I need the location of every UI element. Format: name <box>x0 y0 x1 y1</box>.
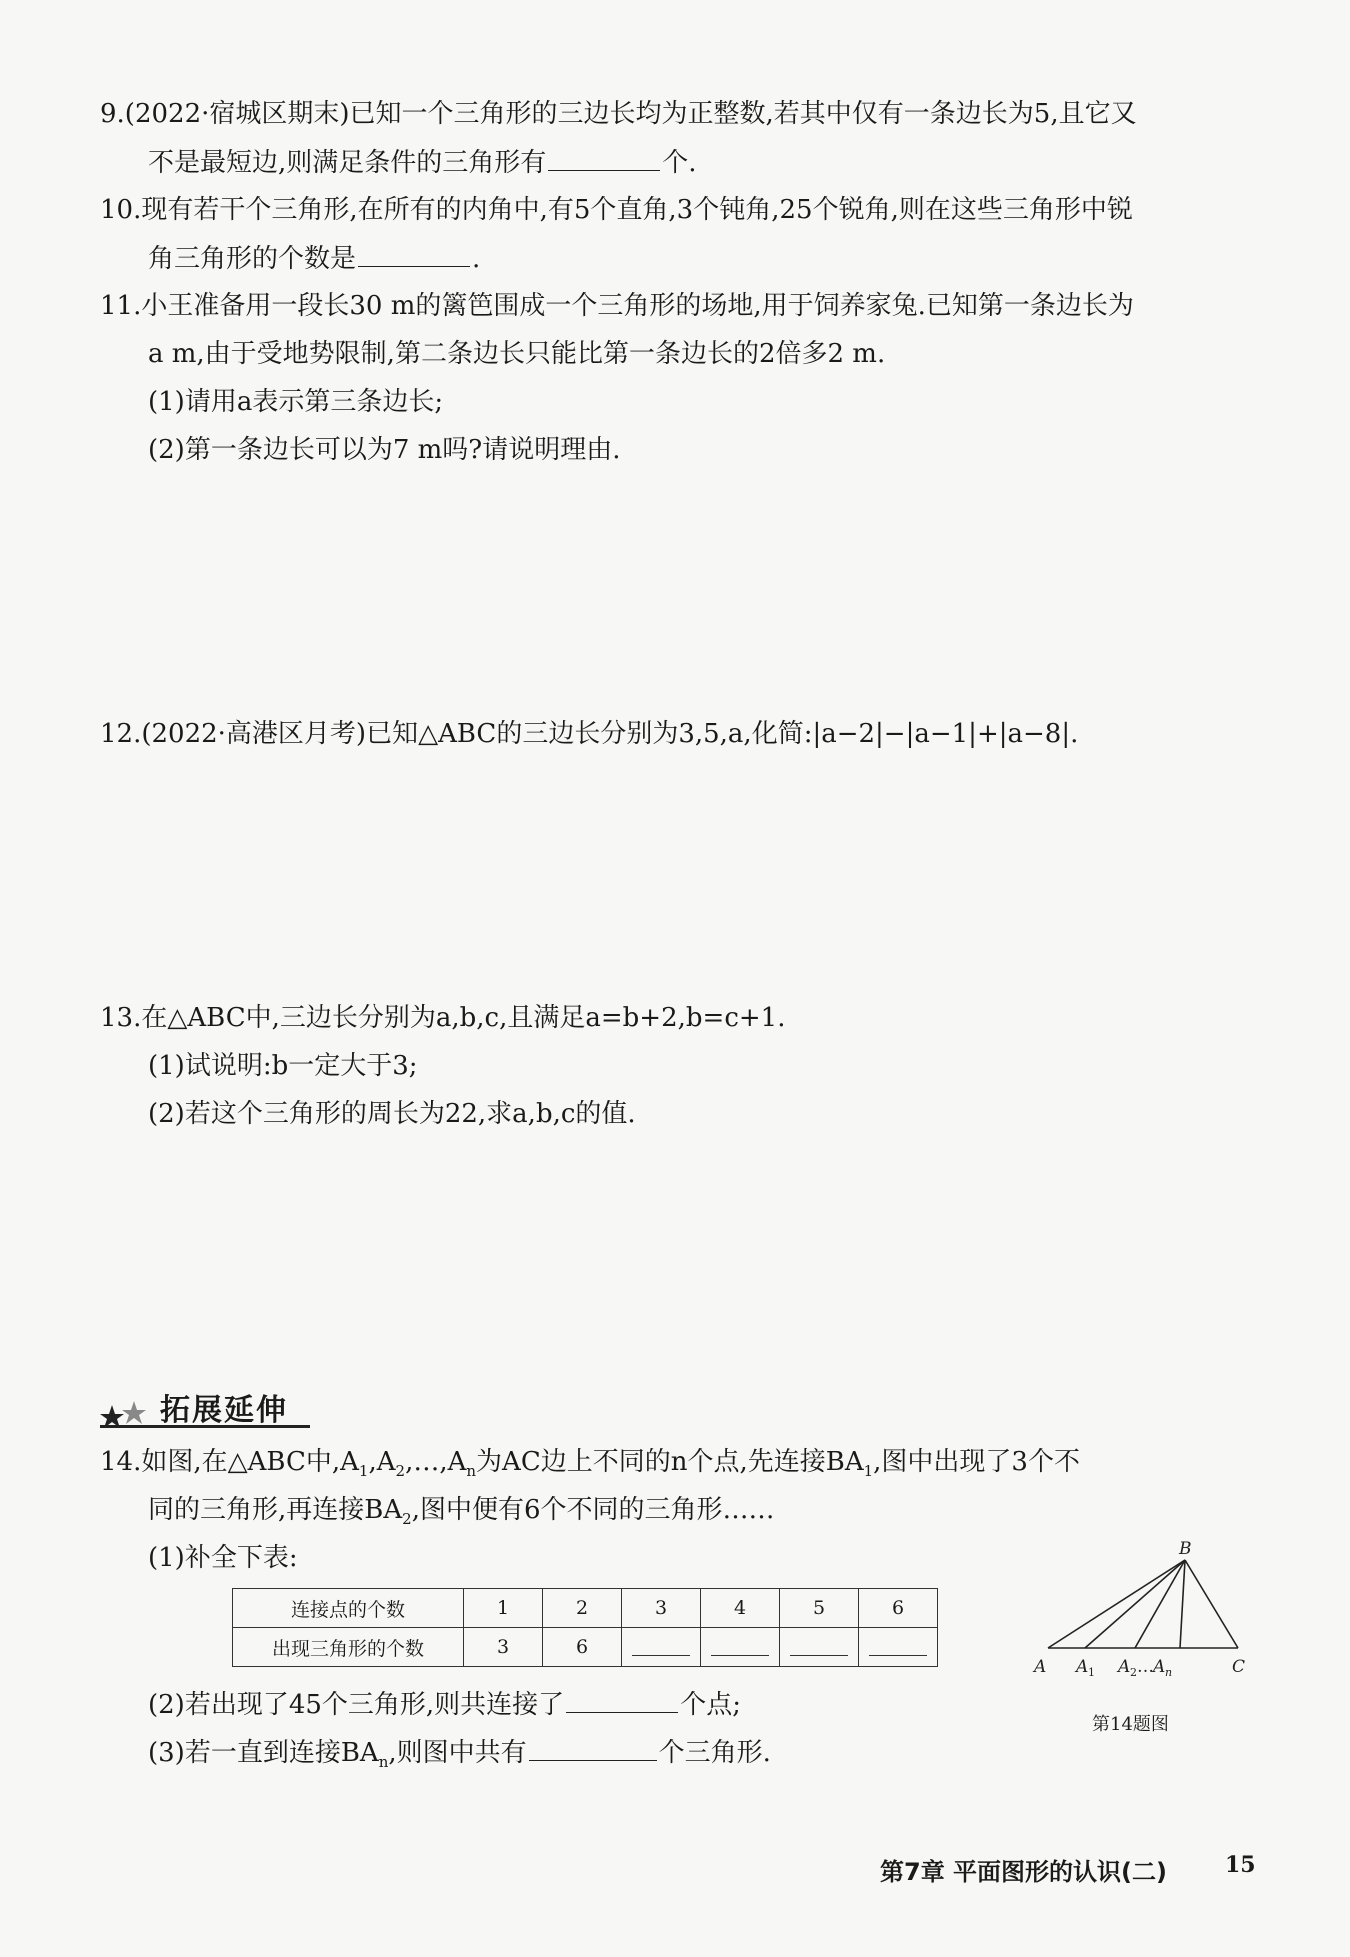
q14-l1d: 为AC边上不同的n个点,先连接BA <box>476 1447 864 1477</box>
label-A2: A <box>1118 1657 1131 1677</box>
q14-sub3-text: (3)若一直到连接BA <box>148 1738 379 1768</box>
q9-line2 <box>148 144 697 181</box>
q10-answer-blank[interactable] <box>358 240 470 267</box>
q14-l2-sub2: 2 <box>402 1510 412 1529</box>
q11-sub1: (1)请用a表示第三条边长; <box>148 387 444 417</box>
q14-l2b: ,图中便有6个不同的三角形…… <box>411 1495 775 1525</box>
table-cell: 5 <box>780 1589 859 1628</box>
q10-line1: 10.现有若干个三角形,在所有的内角中,有5个直角,3个钝角,25个锐角,则在这些三角形中锐 <box>100 195 1133 225</box>
label-C: C <box>1232 1657 1246 1677</box>
table-cell: 6 <box>859 1589 938 1628</box>
blank-line <box>790 1633 848 1656</box>
figure-caption: 第14题图 <box>1092 1714 1169 1735</box>
q9-line1: 9.(2022·宿城区期末)已知一个三角形的三边长均为正整数,若其中仅有一条边长为5,且它又 <box>100 99 1137 129</box>
q14-l1b: ,A <box>368 1447 396 1477</box>
table-cell: 3 <box>464 1628 543 1667</box>
table-row1-header: 连接点的个数 <box>233 1589 464 1628</box>
table-blank-cell[interactable] <box>622 1628 701 1667</box>
q9-line2-text: 不是最短边,则满足条件的三角形有 <box>148 148 547 178</box>
q14-sub2 <box>148 1686 741 1723</box>
page-number: 15 <box>1225 1852 1256 1878</box>
fill-table <box>232 1588 938 1667</box>
q14-sub3-end: 个三角形. <box>658 1738 771 1768</box>
section-title: 拓展延伸 <box>160 1393 288 1428</box>
q12-line1: 12.(2022·高港区月考)已知△ABC的三边长分别为3,5,a,化简:|a−2|−|a−1|+|a−8|. <box>100 719 1079 749</box>
q14-l1c: ,…,A <box>405 1447 467 1477</box>
q14-line2 <box>148 1492 775 1537</box>
q14-sub3 <box>148 1734 771 1780</box>
label-A: A <box>1034 1657 1047 1677</box>
table-cell: 6 <box>543 1628 622 1667</box>
chapter-footer: 第7章 平面图形的认识(二) <box>880 1858 1167 1886</box>
label-An: A <box>1153 1657 1166 1677</box>
table-row <box>233 1589 938 1628</box>
q14-sub2-text: (2)若出现了45个三角形,则共连接了 <box>148 1690 565 1720</box>
blank-line <box>632 1633 690 1656</box>
q9-answer-blank[interactable] <box>548 144 660 171</box>
q14-sub3-subn: n <box>378 1753 389 1772</box>
q14-l1a: 14.如图,在△ABC中,A <box>100 1447 359 1477</box>
q11-line2: a m,由于受地势限制,第二条边长只能比第一条边长的2倍多2 m. <box>148 339 886 369</box>
q13-sub2: (2)若这个三角形的周长为22,求a,b,c的值. <box>148 1099 636 1129</box>
blank-line <box>869 1633 927 1656</box>
label-dots: … <box>1137 1657 1154 1677</box>
segment-BC <box>1185 1560 1238 1648</box>
segment-BAn <box>1180 1560 1185 1648</box>
q14-l1-subn: n <box>466 1462 477 1481</box>
blank-line <box>711 1633 769 1656</box>
label-B: B <box>1179 1540 1192 1559</box>
q14-sub2-end: 个点; <box>680 1690 741 1720</box>
q11-line1: 11.小王准备用一段长30 m的篱笆围成一个三角形的场地,用于饲养家兔.已知第一条边长为 <box>100 291 1134 321</box>
q14-sub3-blank[interactable] <box>529 1734 657 1761</box>
q10-line2-text: 角三角形的个数是 <box>148 244 357 274</box>
section-underline <box>100 1425 310 1428</box>
table-cell: 4 <box>701 1589 780 1628</box>
label-A2-sub: 2 <box>1130 1666 1137 1679</box>
label-A1: A <box>1076 1657 1089 1677</box>
q14-l1e: ,图中出现了3个不 <box>873 1447 1080 1477</box>
table-blank-cell[interactable] <box>859 1628 938 1667</box>
label-An-sub: n <box>1165 1666 1173 1679</box>
table-cell: 1 <box>464 1589 543 1628</box>
q11-sub2: (2)第一条边长可以为7 m吗?请说明理由. <box>148 435 621 465</box>
label-A1-sub: 1 <box>1088 1666 1095 1679</box>
q13-sub1: (1)试说明:b一定大于3; <box>148 1051 418 1081</box>
q9-line2-end: 个. <box>662 148 697 178</box>
q14-l1-sub2: 2 <box>395 1462 406 1481</box>
q14-sub2-blank[interactable] <box>566 1686 678 1713</box>
segment-BA1 <box>1085 1560 1185 1648</box>
q10-line2 <box>148 240 480 277</box>
q14-line1 <box>100 1444 1080 1489</box>
table-row2-header: 出现三角形的个数 <box>233 1628 464 1667</box>
q14-l2a: 同的三角形,再连接BA <box>148 1495 403 1525</box>
segment-AB <box>1048 1560 1185 1648</box>
table-row <box>233 1628 938 1667</box>
q13-line1: 13.在△ABC中,三边长分别为a,b,c,且满足a=b+2,b=c+1. <box>100 1003 786 1033</box>
q14-sub3-mid: ,则图中共有 <box>388 1738 527 1768</box>
table-blank-cell[interactable] <box>701 1628 780 1667</box>
triangle-figure <box>1030 1540 1260 1690</box>
table-cell: 3 <box>622 1589 701 1628</box>
q14-l1-sub1b: 1 <box>863 1462 874 1481</box>
q14-l1-sub1: 1 <box>358 1462 369 1481</box>
table-cell: 2 <box>543 1589 622 1628</box>
segment-BA2 <box>1135 1560 1185 1648</box>
table-blank-cell[interactable] <box>780 1628 859 1667</box>
q14-sub1: (1)补全下表: <box>148 1543 298 1573</box>
q10-line2-end: . <box>472 244 481 274</box>
